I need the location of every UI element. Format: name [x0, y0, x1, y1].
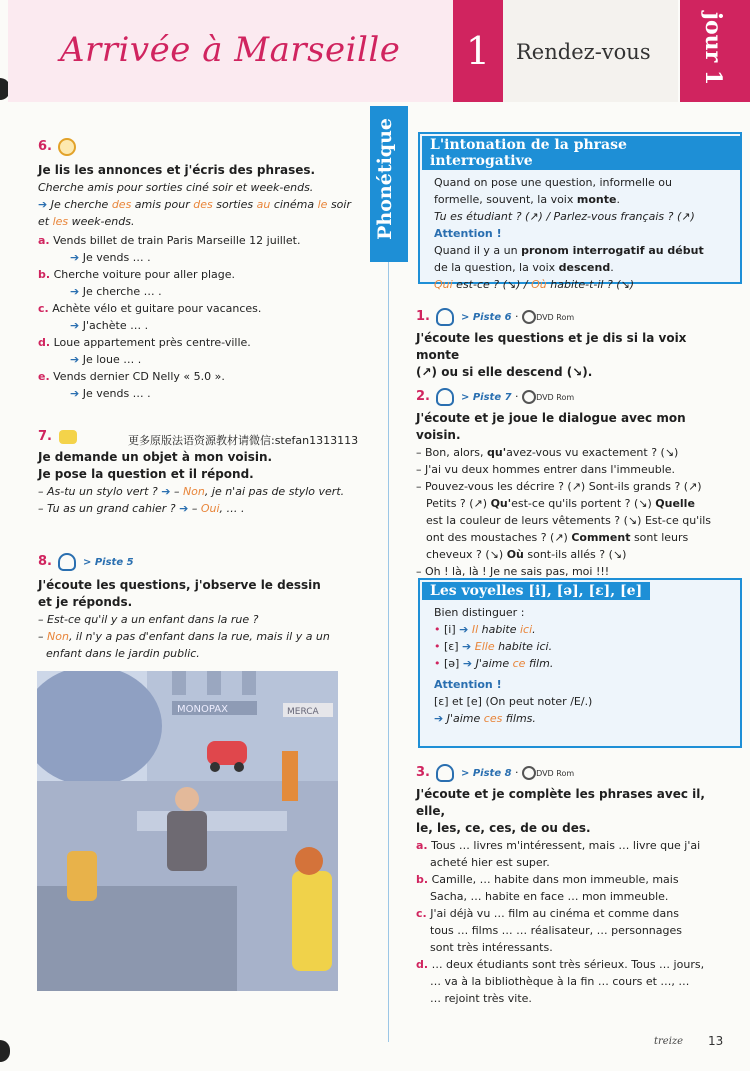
watermark-text: 更多原版法语资源教材请微信:stefan1313113 [128, 434, 359, 447]
exercise-6-example: Cherche amis pour sorties ciné soir et week-ends. [38, 181, 314, 194]
lesson-number: 1 [453, 0, 503, 102]
exercise-6-number: 6. [38, 139, 52, 154]
exercise-8-line: – Non, il n'y a pas d'enfant dans la rue, mais il y a un [38, 630, 330, 643]
arrow-icon: ➔ [70, 251, 80, 264]
shop-sign-text: MONOPAX [177, 704, 228, 715]
man-head [175, 787, 199, 811]
woman-figure [292, 871, 332, 971]
day-tab-label: jour 1 [700, 12, 726, 86]
exercise-6-item: c. Achète vélo et guitare pour vacances. [38, 302, 262, 315]
woman-head [295, 847, 323, 875]
arrow-icon: ➔ [70, 285, 80, 298]
exercise-3-item-line: … va à la bibliothèque à la fin … cours et …, … [430, 975, 690, 988]
phonetique-exercise-2: 2. > Piste 7 · DVD Rom J'écoute et je joue le dialogue avec mon voisin. – Bon, alors, qu'avez-vous vu exactement ? (↘) – J'ai vu deux hommes entrer dans l'immeuble. – Pouvez-vous les décrire ? (↗) Sont-ils grands ? (↗) Petits ? (↗) Qu'est-ce qu'ils portent ? (↘) Quelle est la couleur de leurs vêtements ? (↘) Est-ce qu'ils ont des moustaches ? (↗) Comment sont leurs cheveux ? (↘) Où sont-ils allés ? (↘) – Oh ! là, là ! Je ne sais pas, moi !!! [416, 389, 712, 578]
day-tab [680, 0, 750, 102]
exercise-6-item: b. Cherche voiture pour aller plage. [38, 268, 236, 281]
street-scene-illustration [37, 671, 338, 991]
exercise-8-line: enfant dans le jardin public. [46, 647, 200, 660]
exercise-8-line: – Est-ce qu'il y a un enfant dans la rue ? [38, 613, 259, 626]
headphones-icon [436, 308, 454, 326]
intonation-line: Quand on pose une question, informelle ou [434, 176, 672, 189]
walking-woman [282, 751, 298, 801]
voyelles-box-heading: Les voyelles [i], [ə], [ɛ], [e] [422, 582, 650, 600]
page-word: treize [654, 1036, 684, 1047]
arrow-icon: ➔ [70, 387, 80, 400]
arrow-icon: ➔ [161, 485, 171, 498]
exercise-6-answer: ➔ Je loue … . [70, 353, 142, 366]
arrow-icon: ➔ [70, 319, 80, 332]
street-scene-drawing [37, 671, 338, 991]
exercise-7-line: – Tu as un grand cahier ? ➔ – Oui, … . [38, 502, 245, 515]
exercise-6-answer: ➔ Je vends … . [70, 387, 151, 400]
exercise-8-track: > Piste 5 [82, 557, 134, 568]
car-wheel [210, 762, 220, 772]
exercise-6-answer: ➔ Je vends … . [70, 251, 151, 264]
exercise-6-item: a. Vends billet de train Paris Marseille 12 juillet. [38, 234, 301, 247]
intonation-line: Quand il y a un pronom interrogatif au début [434, 244, 704, 257]
man-figure [167, 811, 207, 871]
exercise-6-example-answer-end: et les week-ends. [38, 215, 135, 228]
arrow-icon: ➔ [38, 198, 48, 211]
exercise-8-instruction-2: et je réponds. [38, 595, 133, 609]
exercise-7-instruction: Je demande un objet à mon voisin. [38, 450, 273, 464]
exercise-6 [38, 138, 363, 402]
intonation-attention: Attention ! [434, 227, 502, 240]
garden-fence [37, 886, 237, 991]
magnifier-icon [58, 138, 76, 156]
exercise-8-instruction: J'écoute les questions, j'observe le dessin [38, 578, 321, 592]
intonation-box-heading: L'intonation de la phrase interrogative [422, 136, 740, 170]
exercise-3-item-line: c. J'ai déjà vu … film au cinéma et comme dans [416, 907, 679, 920]
exercise-3-item-line: tous … films … … réalisateur, … personnages [430, 924, 682, 937]
voyelles-box: Les voyelles [i], [ə], [ɛ], [e] Bien distinguer : • [i] ➔ Il habite ici. • [ɛ] ➔ Elle habite ici. • [ə] ➔ J'aime ce film. Attention ! [ɛ] et [e] (On peut noter /E/.) ➔ J'aime ces films. [418, 578, 742, 748]
car-wheel [234, 762, 244, 772]
column-divider [388, 262, 389, 1042]
dvd-icon [522, 766, 536, 780]
arrow-icon: ➔ [459, 623, 469, 636]
exercise-3-items [416, 837, 728, 1007]
exercise-7-number: 7. [38, 429, 52, 444]
dvd-icon [522, 390, 536, 404]
page-number: 13 [708, 1034, 724, 1048]
exercise-6-example-answer: ➔ Je cherche des amis pour des sorties au cinéma le soir [38, 198, 351, 211]
phonetique-exercise-3: 3. > Piste 8 · DVD Rom J'écoute et je complète les phrases avec il, elle, le, les, ce, ces, de ou des. a. Tous … livres m'intéressent, mais … livre que j'ai acheté hier est super. b. Camille, … habite dans mon immeuble, mais Sacha, … habite en face … mon immeuble. c. J'ai déjà vu … film au cinéma et comme dans tous … films … … réalisateur, … personnages sont très intéressants. d. … deux étudiants sont très sérieux. Tous … jours, … va à la bibliothèque à la fin … cours et …, … … rejoint très vite. [416, 764, 728, 1007]
exercise-6-answer: ➔ Je cherche … . [70, 285, 162, 298]
lesson-subtitle: Rendez-vous [516, 40, 651, 64]
exercise-6-answer: ➔ J'achète … . [70, 319, 149, 332]
binding-hole [0, 1040, 10, 1062]
arrow-icon: ➔ [179, 502, 189, 515]
window [172, 671, 186, 695]
exercise-7-instruction-2: Je pose la question et il répond. [38, 467, 254, 481]
exercise-8-number: 8. [38, 554, 52, 569]
exercise-3-item-line: … rejoint très vite. [430, 992, 532, 1005]
intonation-box [418, 132, 742, 291]
phonetique-tab [370, 106, 408, 262]
intonation-line: formelle, souvent, la voix monte. [434, 193, 620, 206]
arrow-icon: ➔ [462, 657, 473, 670]
phonetique-tab-label: Phonétique [374, 118, 396, 240]
window [207, 671, 221, 695]
exercise-3-item-line: a. Tous … livres m'intéressent, mais … livre que j'ai [416, 839, 701, 852]
headphones-icon [436, 764, 454, 782]
headphones-icon [436, 388, 454, 406]
exercise-6-item: d. Loue appartement près centre-ville. [38, 336, 251, 349]
exercise-8 [38, 553, 363, 662]
exercise-3-item-line: d. … deux étudiants sont très sérieux. Tous … jours, [416, 958, 705, 971]
intonation-example-2: Qui est-ce ? (↘) / Où habite-t-il ? (↘) [434, 278, 635, 291]
dvd-icon [522, 310, 536, 324]
bullet-icon: • [434, 657, 444, 670]
bullet-icon: • [434, 640, 444, 653]
exercise-3-item-line: acheté hier est super. [430, 856, 550, 869]
speech-bubble-icon [59, 430, 77, 444]
child-figure [67, 851, 97, 901]
exercise-7-line: – As-tu un stylo vert ? ➔ – Non, je n'ai pas de stylo vert. [38, 485, 345, 498]
arrow-icon: ➔ [434, 712, 444, 725]
intonation-example: Tu es étudiant ? (↗) / Parlez-vous français ? (↗) [434, 210, 695, 223]
bullet-icon: • [434, 623, 444, 636]
arrow-icon: ➔ [70, 353, 80, 366]
page-title: Arrivée à Marseille [60, 30, 401, 70]
red-car [207, 741, 247, 765]
exercise-3-item-line: sont très intéressants. [430, 941, 553, 954]
headphones-icon [58, 553, 76, 571]
exercise-6-item: e. Vends dernier CD Nelly « 5.0 ». [38, 370, 225, 383]
exercise-7 [38, 428, 363, 517]
exercise-6-instruction: Je lis les annonces et j'écris des phrases. [38, 163, 316, 177]
crosswalk [137, 811, 287, 831]
exercise-3-item-line: Sacha, … habite en face … mon immeuble. [430, 890, 669, 903]
exercise-6-items [38, 232, 363, 402]
shop-sign-2-text: MERCA [287, 707, 319, 717]
phonetique-exercise-1: 1. > Piste 6 · DVD Rom J'écoute les questions et je dis si la voix monte (↗) ou si elle descend (↘). [416, 309, 687, 379]
window [242, 671, 256, 695]
intonation-line: de la question, la voix descend. [434, 261, 614, 274]
exercise-3-item-line: b. Camille, … habite dans mon immeuble, mais [416, 873, 679, 886]
arrow-icon: ➔ [462, 640, 472, 653]
